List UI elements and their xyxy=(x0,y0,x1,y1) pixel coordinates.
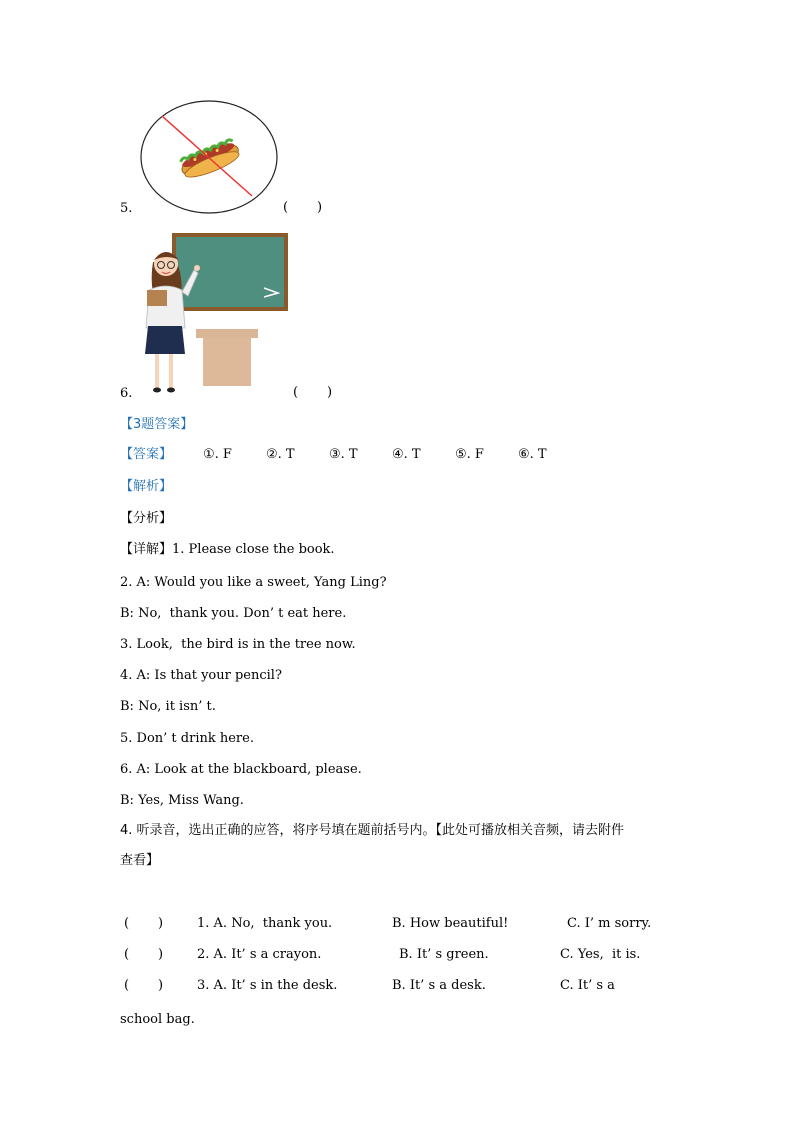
answer-6: ⑥. T xyxy=(518,447,547,462)
detail-line-6: B: No, it isn’ t. xyxy=(120,699,216,714)
detail-line-7: 5. Don’ t drink here. xyxy=(120,731,254,746)
detail-line-8: 6. A: Look at the blackboard, please. xyxy=(120,762,362,777)
item-5-answer-paren[interactable]: ( ) xyxy=(283,200,323,215)
detail-line-9: B: Yes, Miss Wang. xyxy=(120,793,244,808)
detail-line-1: 【详解】1. Please close the book. xyxy=(120,542,335,557)
q4-row3-paren[interactable]: ( ) xyxy=(124,978,164,993)
detail-line-2: 2. A: Would you like a sweet, Yang Ling? xyxy=(120,575,387,590)
podium-body xyxy=(203,338,251,386)
q4-row3-option-c: C. It’ s a xyxy=(560,978,615,993)
q4-row3-continuation: school bag. xyxy=(120,1012,195,1027)
item-5-number: 5. xyxy=(120,201,133,216)
answer-3: ③. T xyxy=(329,447,358,462)
item-6-number: 6. xyxy=(120,386,133,401)
q4-row2-option-c: C. Yes, it is. xyxy=(560,947,641,962)
q4-row2-stem: 2. A. It’ s a crayon. xyxy=(197,947,322,962)
answer-2: ②. T xyxy=(266,447,295,462)
answer-1: ①. F xyxy=(203,447,232,462)
q4-row2-paren[interactable]: ( ) xyxy=(124,947,164,962)
q4-row1-option-c: C. I’ m sorry. xyxy=(567,916,652,931)
detail-line-5: 4. A: Is that your pencil? xyxy=(120,668,282,683)
q4-instruction-line1: 4. 听录音，选出正确的应答，将序号填在题前括号内。【此处可播放相关音频，请去附件 xyxy=(120,823,625,838)
q4-instruction-line2: 查看】 xyxy=(120,853,160,868)
item-6-answer-paren[interactable]: ( ) xyxy=(293,385,333,400)
book xyxy=(147,290,167,306)
detail-line-3: B: No, thank you. Don’ t eat here. xyxy=(120,606,347,621)
answer-5: ⑤. F xyxy=(455,447,484,462)
no-hotdog-sign-image xyxy=(138,98,280,216)
q4-row2-option-b: B. It’ s green. xyxy=(399,947,489,962)
q4-row1-stem: 1. A. No, thank you. xyxy=(197,916,333,931)
answer-section-title: 【3题答案】 xyxy=(120,417,194,432)
q4-row3-stem: 3. A. It’ s in the desk. xyxy=(197,978,338,993)
fenxi-label: 【分析】 xyxy=(120,511,173,526)
answer-4: ④. T xyxy=(392,447,421,462)
q4-row1-paren[interactable]: ( ) xyxy=(124,916,164,931)
analysis-label: 【解析】 xyxy=(120,479,173,494)
blackboard xyxy=(174,235,286,309)
detail-label: 【详解】 xyxy=(120,542,173,557)
detail-line-4: 3. Look, the bird is in the tree now. xyxy=(120,637,356,652)
q4-row1-option-b: B. How beautiful! xyxy=(392,916,509,931)
q4-row3-option-b: B. It’ s a desk. xyxy=(392,978,486,993)
teacher-blackboard-image xyxy=(140,232,290,400)
answer-label: 【答案】 xyxy=(120,447,173,462)
podium-top xyxy=(196,329,258,338)
